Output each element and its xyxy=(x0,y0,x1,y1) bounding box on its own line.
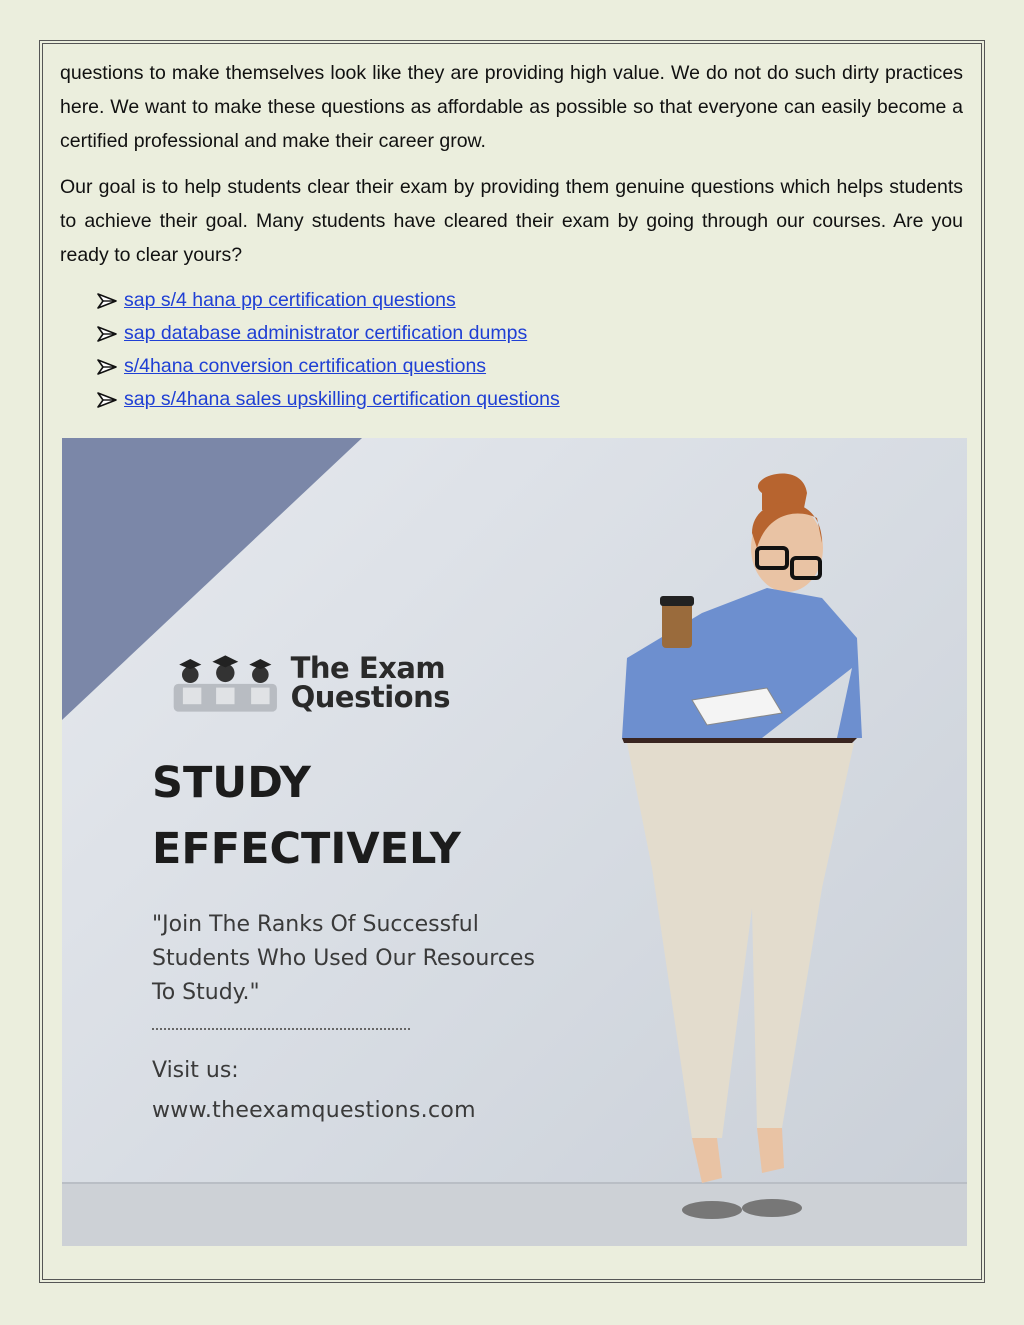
arrow-bullet-icon xyxy=(96,293,118,309)
link-sap-database-administrator[interactable]: sap database administrator certification dumps xyxy=(124,322,528,344)
quote-line-3: To Study." xyxy=(152,980,260,1005)
paragraph-2: Our goal is to help students clear their exam by providing them genuine questions which helps students to achieve their goal. Many students have cleared their exam by going through our courses. Are you ready to clear yours? xyxy=(60,176,963,266)
logo-line-2: Questions xyxy=(290,680,450,714)
logo-line-1: The Exam xyxy=(290,651,446,685)
quote xyxy=(152,908,672,1010)
paragraph-1: questions to make themselves look like they are providing high value. We do not do such dirty practices here. We want to make these questions as affordable as possible so that everyone can easily become a certified professional and make their career grow. xyxy=(60,62,963,152)
arrow-bullet-icon xyxy=(96,326,118,342)
headline-line-2: EFFECTIVELY xyxy=(152,824,461,874)
floor xyxy=(62,1183,967,1246)
list-item xyxy=(96,350,963,383)
logo-text xyxy=(290,651,450,714)
list-item xyxy=(96,383,963,416)
link-s4hana-conversion[interactable]: s/4hana conversion certification questions xyxy=(124,355,487,377)
link-s4hana-sales-upskilling[interactable]: sap s/4hana sales upskilling certification questions xyxy=(124,388,560,410)
arrow-bullet-icon xyxy=(96,359,118,375)
woman-illustration xyxy=(622,474,862,1219)
quote-line-1: "Join The Ranks Of Successful xyxy=(152,912,479,937)
link-sap-s4-hana-pp[interactable]: sap s/4 hana pp certification questions xyxy=(124,289,456,311)
arrow-bullet-icon xyxy=(96,392,118,408)
promo-banner xyxy=(62,438,967,1246)
quote-line-2: Students Who Used Our Resources xyxy=(152,946,535,971)
graduates-logo-icon xyxy=(170,648,281,718)
headline xyxy=(152,750,461,882)
visit-url: www.theexamquestions.com xyxy=(152,1098,476,1123)
visit-label: Visit us: xyxy=(152,1058,239,1083)
link-list xyxy=(60,284,963,416)
headline-line-1: STUDY xyxy=(152,758,311,808)
list-item xyxy=(96,317,963,350)
document-text xyxy=(60,56,963,416)
list-item xyxy=(96,284,963,317)
dotted-divider xyxy=(152,1028,410,1030)
logo xyxy=(170,643,450,723)
